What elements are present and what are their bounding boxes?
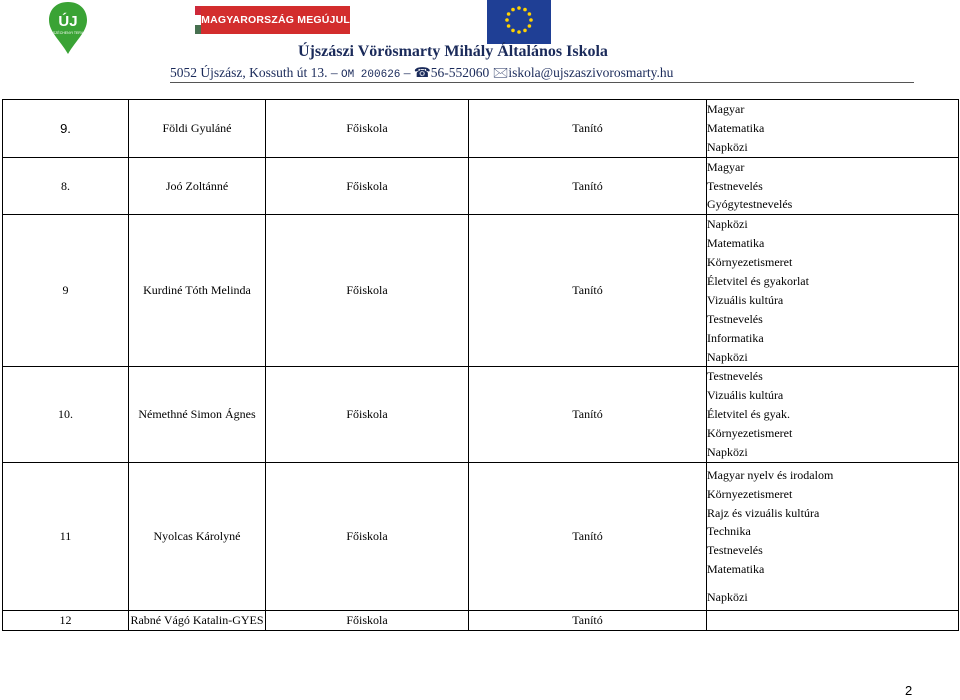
- staff-table: [2, 99, 959, 631]
- subject-item: Rajz és vizuális kultúra: [707, 505, 820, 520]
- teacher-name: Némethné Simon Ágnes: [129, 367, 266, 462]
- teacher-name: Földi Gyuláné: [129, 100, 266, 158]
- subjects-cell: [707, 367, 959, 462]
- magyarorszag-megujul-badge: [195, 6, 350, 34]
- phone-number: 56-552060: [430, 65, 490, 80]
- subject-item: Napközi: [707, 349, 748, 364]
- letterhead: [0, 0, 960, 90]
- position: Tanító: [469, 367, 707, 462]
- table-row: [3, 367, 959, 462]
- subject-item: Vizuális kultúra: [707, 292, 784, 307]
- subject-item: Vizuális kultúra: [707, 388, 784, 403]
- position: Tanító: [469, 157, 707, 215]
- page-number: 2: [905, 683, 913, 698]
- education-level: Főiskola: [266, 100, 469, 158]
- subject-item: Testnevelés: [707, 369, 763, 384]
- subject-item: Magyar: [707, 159, 745, 174]
- uj-szechenyi-terv-logo: [46, 0, 90, 56]
- row-number: 9.: [3, 100, 129, 158]
- subject-item: Magyar nyelv és irodalom: [707, 467, 834, 482]
- position: Tanító: [469, 100, 707, 158]
- subject-item: Életvitel és gyak.: [707, 407, 790, 422]
- education-level: Főiskola: [266, 610, 469, 630]
- subjects-cell: [707, 610, 959, 630]
- teacher-name: Rabné Vágó Katalin-GYES: [129, 610, 266, 630]
- table-row: [3, 100, 959, 158]
- email-address[interactable]: iskola@ujszaszivorosmarty.hu: [508, 65, 674, 80]
- subject-item: Magyar: [707, 102, 745, 116]
- subject-item: Informatika: [707, 330, 764, 345]
- position: Tanító: [469, 610, 707, 630]
- subject-item: Környezetismeret: [707, 255, 793, 270]
- teacher-name: Kurdiné Tóth Melinda: [129, 215, 266, 367]
- subject-item: Napközi: [707, 217, 748, 232]
- subject-item: Környezetismeret: [707, 426, 793, 441]
- subject-item: Életvitel és gyakorlat: [707, 274, 809, 289]
- education-level: Főiskola: [266, 157, 469, 215]
- position: Tanító: [469, 462, 707, 610]
- school-name: Újszászi Vörösmarty Mihály Általános Iskola: [298, 43, 608, 60]
- subject-item: Matematika: [707, 562, 765, 577]
- position: Tanító: [469, 215, 707, 367]
- subjects-cell: [707, 462, 959, 610]
- row-number: 10.: [3, 367, 129, 462]
- subjects-cell: [707, 157, 959, 215]
- subject-item: Testnevelés: [707, 178, 763, 193]
- table-row: [3, 462, 959, 610]
- row-number: 8.: [3, 157, 129, 215]
- teacher-name: Nyolcas Károlyné: [129, 462, 266, 610]
- subject-item: Matematika: [707, 120, 765, 135]
- address-text: 5052 Újszász, Kossuth út 13. –: [170, 65, 338, 80]
- badge-text: MAGYARORSZÁG MEGÚJUL: [201, 6, 350, 34]
- education-level: Főiskola: [266, 367, 469, 462]
- teacher-name: Joó Zoltánné: [129, 157, 266, 215]
- phone-icon: ☎: [413, 65, 431, 80]
- row-number: 12: [3, 610, 129, 630]
- subject-item: Matematika: [707, 236, 765, 251]
- table-row: [3, 157, 959, 215]
- subject-item: Testnevelés: [707, 311, 763, 326]
- subject-item: Környezetismeret: [707, 486, 793, 501]
- row-number: 9: [3, 215, 129, 367]
- om-identifier: OM 200626: [341, 69, 401, 81]
- uj-logo-subtext: SZÉCHENYI TERV: [52, 31, 84, 35]
- subject-item: Gyógytestnevelés: [707, 197, 793, 212]
- subjects-cell: [707, 100, 959, 158]
- table-row: [3, 610, 959, 630]
- subject-item: Napközi: [707, 139, 748, 154]
- uj-logo-text: ÚJ: [58, 13, 78, 30]
- header-divider: [170, 82, 914, 83]
- education-level: Főiskola: [266, 462, 469, 610]
- subject-item: Technika: [707, 524, 751, 539]
- eu-flag-icon: [487, 0, 551, 44]
- education-level: Főiskola: [266, 215, 469, 367]
- table-row: [3, 215, 959, 367]
- email-icon: 🖂: [492, 65, 509, 80]
- subject-item: Testnevelés: [707, 543, 763, 558]
- subjects-cell: [707, 215, 959, 367]
- subject-item: Napközi: [707, 445, 748, 460]
- subject-item: Napközi: [707, 590, 748, 605]
- row-number: 11: [3, 462, 129, 610]
- separator-dash: –: [403, 65, 411, 80]
